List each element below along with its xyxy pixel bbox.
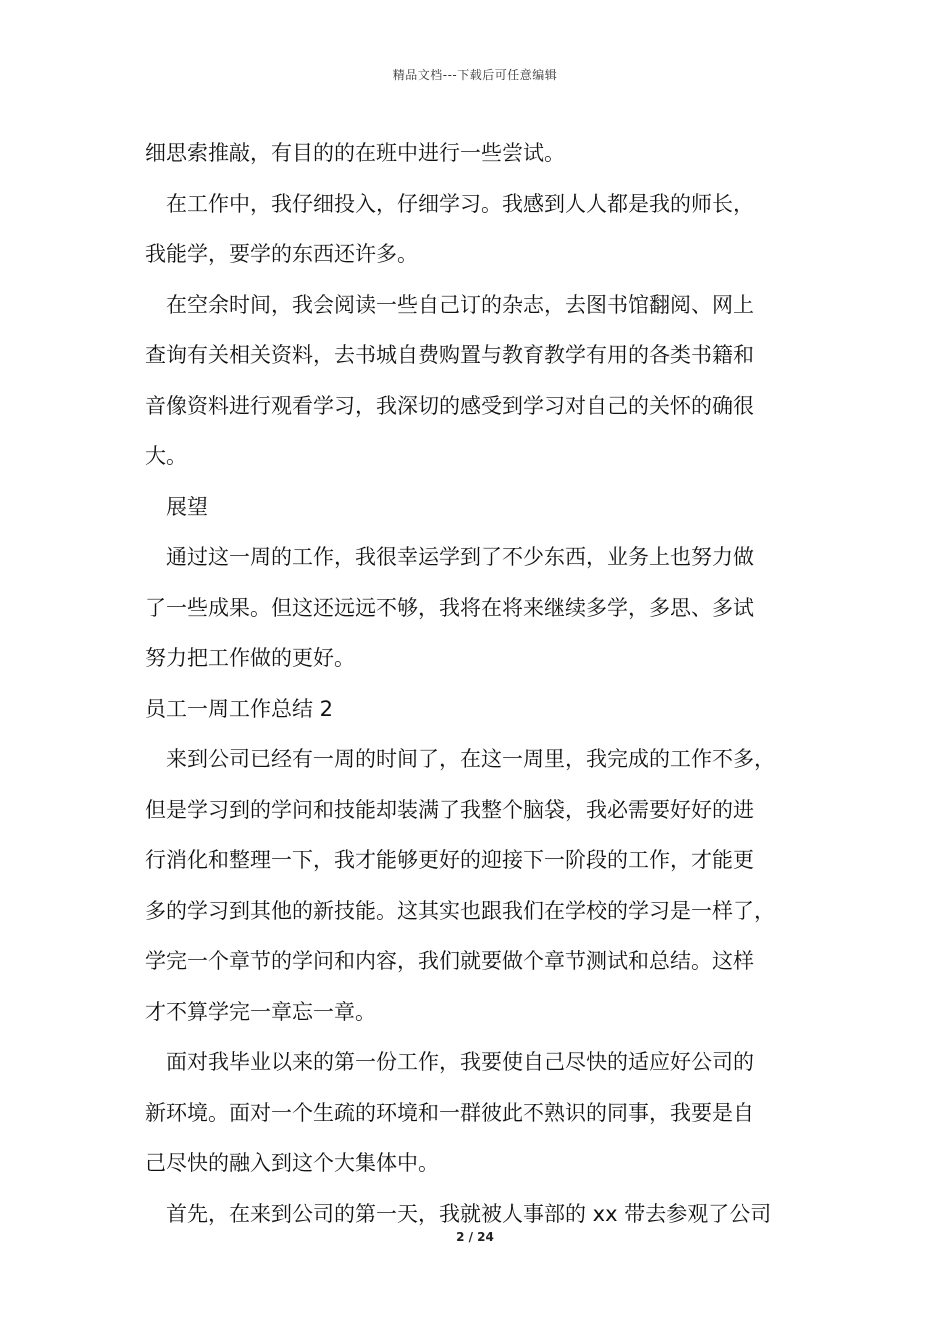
text-line: 学完一个章节的学问和内容，我们就要做个章节测试和总结。这样 (145, 949, 754, 973)
text-line: 面对我毕业以来的第一份工作，我要使自己尽快的适应好公司的 (166, 1050, 754, 1074)
text-line: 通过这一周的工作，我很幸运学到了不少东西，业务上也努力做 (166, 545, 754, 569)
text-line: 了一些成果。但这还远远不够，我将在将来继续多学，多思、多试 (145, 595, 754, 620)
text-line: 音像资料进行观看学习，我深切的感受到学习对自己的关怀的确很 (145, 393, 754, 418)
text-line: 首先，在来到公司的第一天，我就被人事部的 xx 带去参观了公司 (166, 1201, 772, 1226)
text-line: 来到公司已经有一周的时间了，在这一周里，我完成的工作不多， (166, 747, 775, 771)
text-line: 新环境。面对一个生疏的环境和一群彼此不熟识的同事，我要是自 (145, 1100, 754, 1125)
text-line: 在空余时间，我会阅读一些自己订的杂志，去图书馆翻阅、网上 (166, 292, 754, 317)
text-line: 在工作中，我仔细投入，仔细学习。我感到人人都是我的师长， (166, 191, 754, 216)
text-line: 查询有关相关资料，去书城自费购置与教育教学有用的各类书籍和 (145, 343, 754, 367)
page-number: 2 / 24 (456, 1230, 494, 1244)
text-line: 己尽快的融入到这个大集体中。 (145, 1151, 439, 1175)
text-line: 大。 (145, 444, 187, 468)
text-line: 我能学，要学的东西还许多。 (145, 242, 418, 266)
page-header: 精品文档---下载后可任意编辑 (392, 68, 558, 82)
text-line: 多的学习到其他的新技能。这其实也跟我们在学校的学习是一样了， (145, 898, 775, 923)
text-line: 细思索推敲，有目的的在班中进行一些尝试。 (145, 141, 565, 165)
text-line: 行消化和整理一下，我才能够更好的迎接下一阶段的工作，才能更 (145, 848, 754, 872)
text-line: 展望 (166, 494, 208, 519)
text-line: 才不算学完一章忘一章。 (145, 999, 376, 1024)
document-body (145, 128, 815, 1239)
text-line: 但是学习到的学问和技能却装满了我整个脑袋，我必需要好好的进 (145, 797, 754, 822)
text-line: 努力把工作做的更好。 (145, 646, 355, 670)
text-line: 员工一周工作总结 2 (145, 696, 334, 721)
